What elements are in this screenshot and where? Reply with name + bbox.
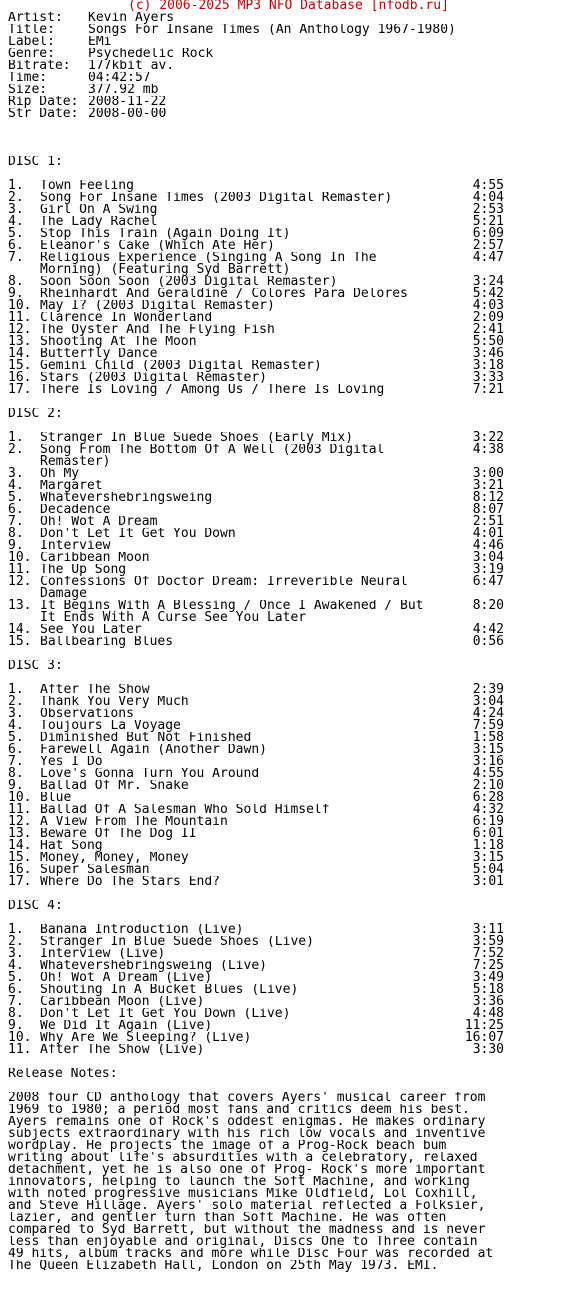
track-number: 13. xyxy=(8,826,32,841)
header-field-label: Artist: xyxy=(8,12,63,24)
track-number: 4. xyxy=(8,958,24,973)
track-number: 10. xyxy=(8,1030,32,1045)
track-number: 10. xyxy=(8,550,32,565)
header-field-label: Bitrate: xyxy=(8,60,71,72)
track-title: Stranger In Blue Suede Shoes (Early Mix) xyxy=(40,432,354,444)
header-field-value: 2008-00-00 xyxy=(88,108,167,120)
disc-title: DISC 4: xyxy=(8,900,63,912)
spacer xyxy=(8,888,584,900)
track-title: Thank You Very Much xyxy=(40,696,189,708)
track-duration: 1:58 xyxy=(472,730,504,745)
track-title: Margaret xyxy=(40,480,103,492)
header-field xyxy=(8,24,584,36)
track-number: 5. xyxy=(8,226,24,241)
header-field-value: 177kbit av. xyxy=(88,60,175,72)
track-title: Decadence xyxy=(40,504,111,516)
track-duration: 3:36 xyxy=(472,994,504,1009)
track-title-continued: Remaster) xyxy=(40,454,111,469)
track-duration: 5:42 xyxy=(472,286,504,301)
release-notes-line: The Queen Elizabeth Hall, London on 25th May 1973. EMI. xyxy=(8,1260,439,1272)
track-number: 2. xyxy=(8,934,24,949)
track-number: 11. xyxy=(8,310,32,325)
track-title: Farewell Again (Another Dawn) xyxy=(40,744,267,756)
track-number: 5. xyxy=(8,490,24,505)
track-duration: 3:19 xyxy=(472,562,504,577)
release-notes-line: writing about life's absurdities with a celebratory, relaxed xyxy=(8,1152,478,1164)
header-field-label: Time: xyxy=(8,72,48,84)
track-number: 16. xyxy=(8,370,32,385)
release-notes-line: innovators, helping to launch the Soft Machine, and working xyxy=(8,1176,470,1188)
track-title-continued: It Ends With A Curse See You Later xyxy=(40,610,307,625)
track-number: 4. xyxy=(8,214,24,229)
track-title: Rheinhardt And Geraldine / Colores Para Delores xyxy=(40,288,408,300)
track-number: 8. xyxy=(8,1006,24,1021)
track-title: The Up Song xyxy=(40,564,127,576)
track-number: 7. xyxy=(8,994,24,1009)
disc-title: DISC 3: xyxy=(8,660,63,672)
release-notes-line: less than enjoyable and original, Discs One to Three contain xyxy=(8,1236,478,1248)
track-number: 5. xyxy=(8,970,24,985)
header-field xyxy=(8,60,584,72)
track-duration: 8:07 xyxy=(472,502,504,517)
track-number: 7. xyxy=(8,754,24,769)
track-title: Song For Insane Times (2003 Digital Remaster) xyxy=(40,192,393,204)
spacer xyxy=(8,396,584,408)
track-duration: 11:25 xyxy=(464,1018,504,1033)
track-duration: 6:01 xyxy=(472,826,504,841)
track-duration: 6:47 xyxy=(472,574,504,589)
track-number: 14. xyxy=(8,838,32,853)
track-number: 10. xyxy=(8,790,32,805)
track-duration: 3:24 xyxy=(472,274,504,289)
track-duration: 3:15 xyxy=(472,850,504,865)
track-number: 17. xyxy=(8,874,32,889)
track-title: Stars (2003 Digital Remaster) xyxy=(40,372,267,384)
track-number: 12. xyxy=(8,814,32,829)
track-duration: 6:09 xyxy=(472,226,504,241)
release-notes-line: 2008 four CD anthology that covers Ayers' musical career from xyxy=(8,1092,486,1104)
track-number: 16. xyxy=(8,862,32,877)
track-title: Eleanor's Cake (Which Ate Her) xyxy=(40,240,275,252)
release-notes xyxy=(8,1068,584,1272)
track-duration: 3:22 xyxy=(472,430,504,445)
track-duration: 1:18 xyxy=(472,838,504,853)
track-title-continued: Morning) (Featuring Syd Barrett) xyxy=(40,262,291,277)
track-duration: 2:09 xyxy=(472,310,504,325)
track-number: 4. xyxy=(8,718,24,733)
header-field-value: EMi xyxy=(88,36,112,48)
track-duration: 3:04 xyxy=(472,694,504,709)
track-title-continued: Damage xyxy=(40,586,87,601)
release-notes-line: subjects extraordinary with his rich low vocals and inventive xyxy=(8,1128,486,1140)
track-number: 1. xyxy=(8,178,24,193)
track-number: 15. xyxy=(8,850,32,865)
track-title: Gemini Child (2003 Digital Remaster) xyxy=(40,360,322,372)
track-title: The Oyster And The Flying Fish xyxy=(40,324,275,336)
track-title: May I? (2003 Digital Remaster) xyxy=(40,300,275,312)
track-duration: 3:30 xyxy=(472,1042,504,1057)
track-duration: 4:04 xyxy=(472,190,504,205)
header-field xyxy=(8,12,584,24)
track-duration: 3:18 xyxy=(472,358,504,373)
track-duration: 3:11 xyxy=(472,922,504,937)
track-title: Oh My xyxy=(40,468,80,480)
track-duration: 7:52 xyxy=(472,946,504,961)
header-field xyxy=(8,36,584,48)
track-title: Blue xyxy=(40,792,72,804)
track-number: 9. xyxy=(8,778,24,793)
track-number: 6. xyxy=(8,238,24,253)
track-title: Oh! Wot A Dream (Live) xyxy=(40,972,213,984)
header-field-value: 04:42:57 xyxy=(88,72,151,84)
track-number: 3. xyxy=(8,202,24,217)
track-duration: 4:55 xyxy=(472,178,504,193)
track-title: Confessions Of Doctor Dream: Irreverible Neural xyxy=(40,576,408,588)
track-title: Don't Let It Get You Down xyxy=(40,528,236,540)
track-duration: 2:53 xyxy=(472,202,504,217)
track-title: Soon Soon Soon (2003 Digital Remaster) xyxy=(40,276,338,288)
header-field-value: Kevin Ayers xyxy=(88,12,175,24)
header-field-label: Label: xyxy=(8,36,55,48)
header-field xyxy=(8,96,584,108)
track-duration: 4:01 xyxy=(472,526,504,541)
copyright-line: (c) 2006-2025 MP3 NFO Database [nfodb.ru] xyxy=(128,0,449,12)
track-number: 4. xyxy=(8,478,24,493)
track-title: Hat Song xyxy=(40,840,103,852)
track-number: 14. xyxy=(8,346,32,361)
track-duration: 2:57 xyxy=(472,238,504,253)
track-duration: 4:38 xyxy=(472,442,504,457)
track-number: 1. xyxy=(8,430,24,445)
track-number: 1. xyxy=(8,682,24,697)
track-number: 9. xyxy=(8,1018,24,1033)
track-title: Song From The Bottom Of A Well (2003 Digital xyxy=(40,444,385,456)
track-duration: 3:21 xyxy=(472,478,504,493)
disc-title: DISC 1: xyxy=(8,156,63,168)
track-duration: 3:33 xyxy=(472,370,504,385)
track-title: Whatevershebringsweing (Live) xyxy=(40,960,267,972)
header-field xyxy=(8,72,584,84)
track-duration: 2:39 xyxy=(472,682,504,697)
track-duration: 4:42 xyxy=(472,622,504,637)
track-number: 2. xyxy=(8,190,24,205)
track-title: Where Do The Stars End? xyxy=(40,876,221,888)
track-title: Butterfly Dance xyxy=(40,348,158,360)
release-notes-line: with noted progressive musicians Mike Oldfield, Lol Coxhill, xyxy=(8,1188,478,1200)
track-title: Observations xyxy=(40,708,134,720)
track-title: After The Show (Live) xyxy=(40,1044,205,1056)
track-title: Stranger In Blue Suede Shoes (Live) xyxy=(40,936,314,948)
track-number: 1. xyxy=(8,922,24,937)
track-number: 7. xyxy=(8,250,24,265)
track-number: 3. xyxy=(8,946,24,961)
release-notes-line: compared to Syd Barrett, but without the madness and is never xyxy=(8,1224,486,1236)
track-duration: 8:12 xyxy=(472,490,504,505)
track-number: 6. xyxy=(8,982,24,997)
track-duration: 5:50 xyxy=(472,334,504,349)
track-duration: 7:21 xyxy=(472,382,504,397)
track-number: 10. xyxy=(8,298,32,313)
header-field xyxy=(8,48,584,60)
track-number: 3. xyxy=(8,466,24,481)
track-title: Ballad Of A Salesman Who Sold Himself xyxy=(40,804,330,816)
release-notes-line: 49 hits, album tracks and more while Disc Four was recorded at xyxy=(8,1248,494,1260)
track-number: 8. xyxy=(8,766,24,781)
track-title: Don't Let It Get You Down (Live) xyxy=(40,1008,291,1020)
track-title: Ballad Of Mr. Snake xyxy=(40,780,189,792)
track-number: 15. xyxy=(8,358,32,373)
track-number: 9. xyxy=(8,538,24,553)
track-row xyxy=(8,636,584,648)
track-duration: 5:18 xyxy=(472,982,504,997)
track-duration: 8:20 xyxy=(472,598,504,613)
track-duration: 4:32 xyxy=(472,802,504,817)
track-title: Whatevershebringsweing xyxy=(40,492,213,504)
track-title: Caribbean Moon (Live) xyxy=(40,996,205,1008)
track-title: Shooting At The Moon xyxy=(40,336,197,348)
track-title: It Begins With A Blessing / Once I Awakened / But xyxy=(40,600,424,612)
header-field-label: Title: xyxy=(8,24,55,36)
track-row xyxy=(8,384,584,396)
release-notes-line: and Steve Hillage. Ayers' solo material reflected a Folksier, xyxy=(8,1200,486,1212)
header-field-label: Rip Date: xyxy=(8,96,79,108)
track-number: 17. xyxy=(8,382,32,397)
track-duration: 4:24 xyxy=(472,706,504,721)
track-number: 7. xyxy=(8,514,24,529)
track-number: 2. xyxy=(8,694,24,709)
track-duration: 3:04 xyxy=(472,550,504,565)
track-number: 5. xyxy=(8,730,24,745)
track-title: Super Salesman xyxy=(40,864,150,876)
release-notes-line: Ayers remains one of Rock's oddest enigmas. He makes ordinary xyxy=(8,1116,486,1128)
track-number: 8. xyxy=(8,274,24,289)
track-duration: 7:59 xyxy=(472,718,504,733)
track-title: Love's Gonna Turn You Around xyxy=(40,768,260,780)
tracklist xyxy=(8,156,584,1068)
track-title: There Is Loving / Among Us / There Is Loving xyxy=(40,384,385,396)
header-fields xyxy=(8,12,584,120)
track-title: See You Later xyxy=(40,624,142,636)
track-duration: 4:03 xyxy=(472,298,504,313)
track-number: 2. xyxy=(8,442,24,457)
track-title: Why Are We Sleeping? (Live) xyxy=(40,1032,252,1044)
track-title: Interview (Live) xyxy=(40,948,166,960)
track-number: 11. xyxy=(8,1042,32,1057)
track-duration: 3:49 xyxy=(472,970,504,985)
track-row xyxy=(8,1044,584,1056)
header-field-value: 377.92 mb xyxy=(88,84,159,96)
release-notes-line: wordplay. He projects the image of a Prog-Rock beach bum xyxy=(8,1140,447,1152)
disc-title: DISC 2: xyxy=(8,408,63,420)
track-title: Diminished But Not Finished xyxy=(40,732,252,744)
track-title: We Did It Again (Live) xyxy=(40,1020,213,1032)
track-duration: 3:15 xyxy=(472,742,504,757)
spacer xyxy=(8,648,584,660)
header-field-value: 2008-11-22 xyxy=(88,96,167,108)
track-duration: 6:19 xyxy=(472,814,504,829)
header-field xyxy=(8,84,584,96)
track-title: Oh! Wot A Dream xyxy=(40,516,158,528)
track-title: Shouting In A Bucket Blues (Live) xyxy=(40,984,299,996)
release-notes-line: detachment, yet he is also one of Prog- Rock's more important xyxy=(8,1164,486,1176)
track-row xyxy=(8,576,584,588)
track-number: 8. xyxy=(8,526,24,541)
track-title: Religious Experience (Singing A Song In The xyxy=(40,252,377,264)
track-number: 6. xyxy=(8,742,24,757)
track-title: A View From The Mountain xyxy=(40,816,228,828)
track-duration: 3:01 xyxy=(472,874,504,889)
track-duration: 3:46 xyxy=(472,346,504,361)
track-number: 11. xyxy=(8,802,32,817)
track-duration: 4:46 xyxy=(472,538,504,553)
track-duration: 3:59 xyxy=(472,934,504,949)
track-duration: 16:07 xyxy=(464,1030,504,1045)
track-number: 13. xyxy=(8,598,32,613)
track-duration: 7:25 xyxy=(472,958,504,973)
track-title: Clarence In Wonderland xyxy=(40,312,213,324)
spacer xyxy=(8,1056,584,1068)
track-number: 11. xyxy=(8,562,32,577)
track-duration: 0:56 xyxy=(472,634,504,649)
track-title: Beware Of The Dog II xyxy=(40,828,197,840)
header-field xyxy=(8,108,584,120)
release-notes-body xyxy=(8,1092,584,1272)
track-title: Caribbean Moon xyxy=(40,552,150,564)
track-row xyxy=(8,876,584,888)
track-title: Girl On A Swing xyxy=(40,204,158,216)
track-duration: 2:10 xyxy=(472,778,504,793)
track-title: Toujours La Voyage xyxy=(40,720,181,732)
track-title: Money, Money, Money xyxy=(40,852,189,864)
track-duration: 2:51 xyxy=(472,514,504,529)
track-duration: 4:48 xyxy=(472,1006,504,1021)
track-title: Town Feeling xyxy=(40,180,134,192)
release-notes-line: lazier, and gentler turn than Soft Machine. He was often xyxy=(8,1212,447,1224)
release-notes-line: 1969 to 1980; a period most fans and critics deem his best. xyxy=(8,1104,470,1116)
track-title: The Lady Rachel xyxy=(40,216,158,228)
track-title: Yes I Do xyxy=(40,756,103,768)
release-notes-title: Release Notes: xyxy=(8,1068,118,1080)
track-title: Interview xyxy=(40,540,111,552)
track-title: Ballbearing Blues xyxy=(40,636,174,648)
track-duration: 6:28 xyxy=(472,790,504,805)
track-duration: 4:47 xyxy=(472,250,504,265)
track-duration: 3:16 xyxy=(472,754,504,769)
track-duration: 2:41 xyxy=(472,322,504,337)
track-title: After The Show xyxy=(40,684,150,696)
header-field-label: Str Date: xyxy=(8,108,79,120)
track-duration: 3:00 xyxy=(472,466,504,481)
header-field-value: Psychedelic Rock xyxy=(88,48,214,60)
track-number: 3. xyxy=(8,706,24,721)
track-number: 13. xyxy=(8,334,32,349)
track-number: 14. xyxy=(8,622,32,637)
track-title: Banana Introduction (Live) xyxy=(40,924,244,936)
track-title: Stop This Train (Again Doing It) xyxy=(40,228,291,240)
track-duration: 4:55 xyxy=(472,766,504,781)
track-number: 12. xyxy=(8,574,32,589)
header-field-label: Size: xyxy=(8,84,48,96)
track-number: 15. xyxy=(8,634,32,649)
header-field-value: Songs For Insane Times (An Anthology 1967-1980) xyxy=(88,24,456,36)
track-number: 6. xyxy=(8,502,24,517)
header-field-label: Genre: xyxy=(8,48,55,60)
track-duration: 5:21 xyxy=(472,214,504,229)
track-number: 9. xyxy=(8,286,24,301)
track-number: 12. xyxy=(8,322,32,337)
track-duration: 5:04 xyxy=(472,862,504,877)
